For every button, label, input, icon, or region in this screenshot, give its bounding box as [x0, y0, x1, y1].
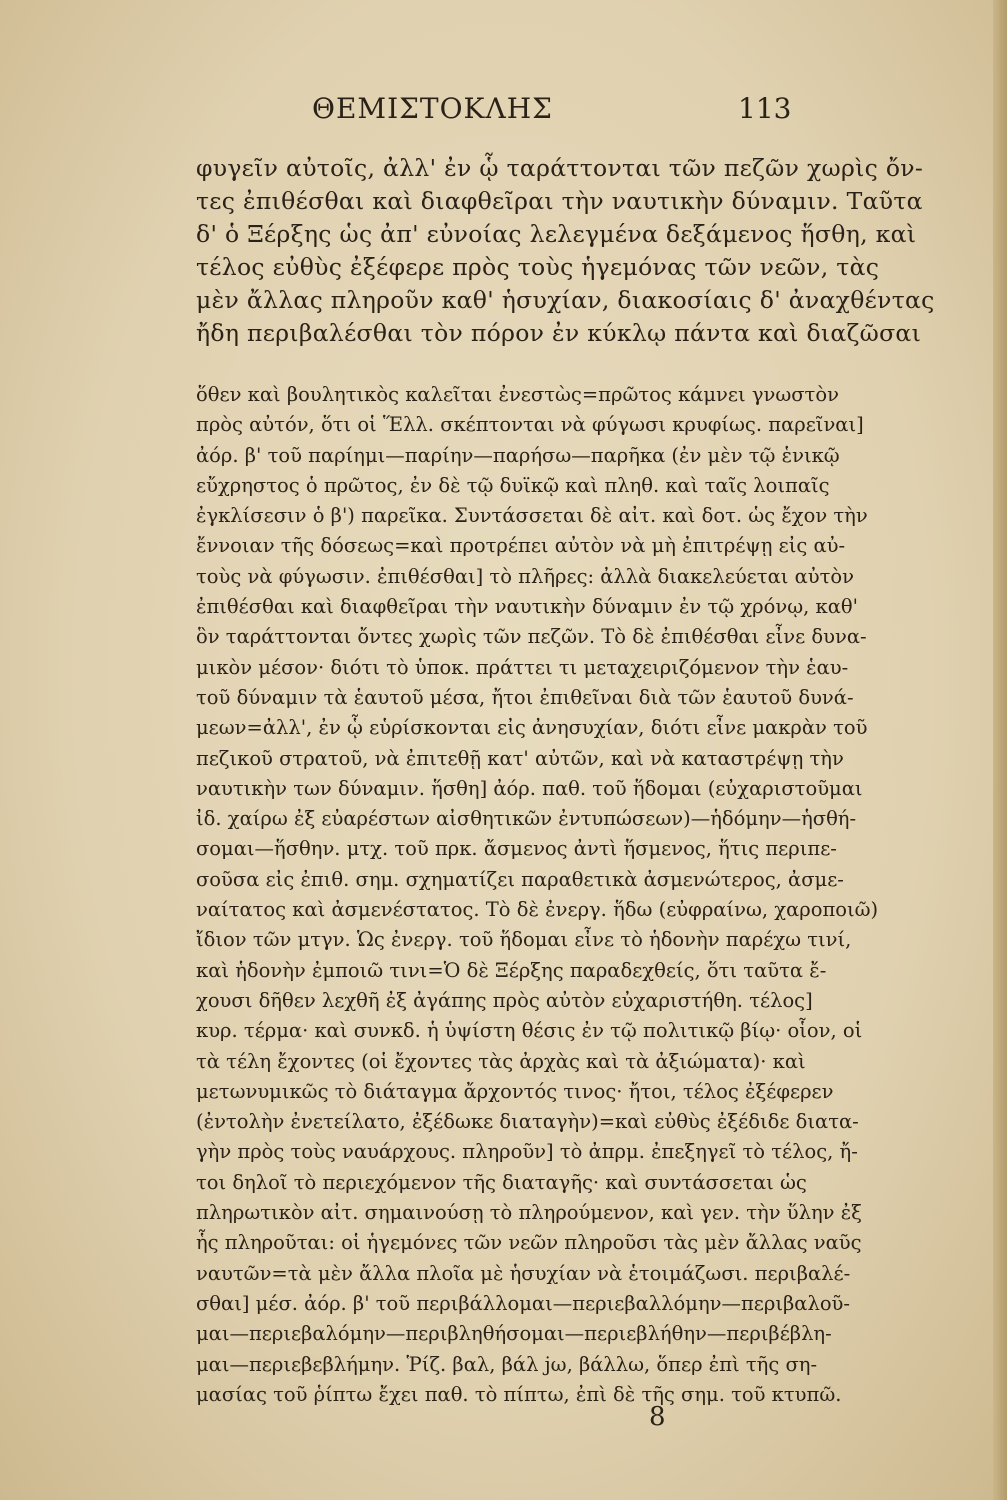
note-line: μικὸν μέσον· διότι τὸ ὑποκ. πράττει τι μεταχειριζόμενον τὴν ἑαυ- — [196, 655, 849, 679]
note-line: τοι δηλοῖ τὸ περιεχόμενον τῆς διαταγῆς· καὶ συντάσσεται ὡς — [196, 1170, 807, 1194]
running-title: ΘΕΜΙΣΤΟΚΛΗΣ — [312, 92, 553, 125]
page-edge — [993, 0, 1007, 1500]
note-line: ναίτατος καὶ ἀσμενέστατος. Τὸ δὲ ἐνεργ. ἥδω (εὐφραίνω, χαροποιῶ) — [196, 898, 879, 922]
note-line: πρὸς αὐτόν, ὅτι οἱ Ἕλλ. σκέπτονται νὰ φύγωσι κρυφίως. παρεῖναι] — [196, 413, 864, 437]
note-line: πεζικοῦ στρατοῦ, νὰ ἐπιτεθῇ κατ' αὐτῶν, καὶ νὰ καταστρέψῃ τὴν — [196, 746, 844, 770]
note-line: ἔννοιαν τῆς δόσεως=καὶ προτρέπει αὐτὸν νὰ μὴ ἐπιτρέψῃ εἰς αὐ- — [196, 534, 846, 558]
page-header — [200, 92, 800, 132]
note-line: σοῦσα εἰς ἐπιθ. σημ. σχηματίζει παραθετικὰ ἀσμενώτερος, ἀσμε- — [196, 867, 844, 891]
note-line: ἐπιθέσθαι καὶ διαφθεῖραι τὴν ναυτικὴν δύναμιν ἐν τῷ χρόνῳ, καθ' — [196, 595, 858, 619]
note-line: πληρωτικὸν αἰτ. σημαινούσῃ τὸ πληρούμενον, καὶ γεν. τὴν ὕλην ἐξ — [196, 1201, 862, 1225]
note-line: σομαι—ἥσθην. μτχ. τοῦ πρκ. ἄσμενος ἀντὶ ἥσμενος, ἥτις περιπε- — [196, 837, 837, 861]
note-line: ἐγκλίσεσιν ὁ β') παρεῖκα. Συντάσσεται δὲ αἰτ. καὶ δοτ. ὡς ἔχον τὴν — [196, 504, 868, 528]
note-line: ἰδ. χαίρω ἐξ εὐαρέστων αἰσθητικῶν ἐντυπώσεων)—ἡδόμην—ἡσθή- — [196, 807, 857, 831]
note-line: ἴδιον τῶν μτγν. Ὡς ἐνεργ. τοῦ ἥδομαι εἶνε τὸ ἡδονὴν παρέχω τινί, — [196, 928, 852, 952]
note-line: μαι—περιεβεβλήμην. Ῥίζ. βαλ, βάλ jω, βάλλω, ὅπερ ἐπὶ τῆς ση- — [196, 1352, 818, 1376]
note-line: μασίας τοῦ ῥίπτω ἔχει παθ. τὸ πίπτω, ἐπὶ δὲ τῆς σημ. τοῦ κτυπῶ. — [196, 1382, 842, 1406]
note-line: εὔχρηστος ὁ πρῶτος, ἐν δὲ τῷ δυϊκῷ καὶ πληθ. καὶ ταῖς λοιπαῖς — [196, 473, 830, 497]
main-text — [196, 152, 935, 350]
note-line: (ἐντολὴν ἐνετείλατο, ἐξέδωκε διαταγὴν)=καὶ εὐθὺς ἐξέδιδε διατα- — [196, 1110, 859, 1134]
note-line: τοὺς νὰ φύγωσιν. ἐπιθέσθαι] τὸ πλῆρες: ἀλλὰ διακελεύεται αὐτὸν — [196, 564, 854, 588]
commentary-notes — [196, 380, 879, 1410]
note-line: μαι—περιεβαλόμην—περιβληθήσομαι—περιεβλήθην—περιβέβλη- — [196, 1322, 832, 1346]
note-line: ἀόρ. β' τοῦ παρίημι—παρίην—παρήσω—παρῆκα (ἐν μὲν τῷ ἑνικῷ — [196, 443, 840, 467]
main-text-line: δ' ὁ Ξέρξης ὡς ἀπ' εὐνοίας λελεγμένα δεξάμενος ἥσθη, καὶ — [196, 220, 917, 248]
note-line: καὶ ἡδονὴν ἐμποιῶ τινι=Ὁ δὲ Ξέρξης παραδεχθείς, ὅτι ταῦτα ἔ- — [196, 958, 827, 982]
note-line: τὰ τέλη ἔχοντες (οἱ ἔχοντες τὰς ἀρχὰς καὶ τὰ ἀξιώματα)· καὶ — [196, 1049, 806, 1073]
main-text-line: μὲν ἄλλας πληροῦν καθ' ἡσυχίαν, διακοσίαις δ' ἀναχθέντας — [196, 286, 935, 314]
page-number: 113 — [738, 92, 792, 125]
note-line: μετωνυμικῶς τὸ διάταγμα ἄρχοντός τινος· ἤτοι, τέλος ἐξέφερεν — [196, 1079, 834, 1103]
note-line: ναυτῶν=τὰ μὲν ἄλλα πλοῖα μὲ ἡσυχίαν νὰ ἑτοιμάζωσι. περιβαλέ- — [196, 1261, 851, 1285]
note-line: τοῦ δύναμιν τὰ ἑαυτοῦ μέσα, ἤτοι ἐπιθεῖναι διὰ τῶν ἑαυτοῦ δυνά- — [196, 685, 854, 709]
note-line: ὃν ταράττονται ὄντες χωρὶς τῶν πεζῶν. Τὸ δὲ ἐπιθέσθαι εἶνε δυνα- — [196, 625, 867, 649]
note-line: γὴν πρὸς τοὺς ναυάρχους. πληροῦν] τὸ ἀπρμ. ἐπεξηγεῖ τὸ τέλος, ἤ- — [196, 1140, 858, 1164]
main-text-line: ἤδη περιβαλέσθαι τὸν πόρον ἐν κύκλῳ πάντα καὶ διαζῶσαι — [196, 319, 922, 347]
main-text-line: τέλος εὐθὺς ἐξέφερε πρὸς τοὺς ἡγεμόνας τῶν νεῶν, τὰς — [196, 253, 880, 281]
main-text-line: φυγεῖν αὐτοῖς, ἀλλ' ἐν ᾧ ταράττονται τῶν πεζῶν χωρὶς ὄν- — [196, 154, 924, 182]
note-line: κυρ. τέρμα· καὶ συνκδ. ἡ ὑψίστη θέσις ἐν τῷ πολιτικῷ βίῳ· οἷον, οἱ — [196, 1019, 863, 1043]
note-line: ναυτικὴν των δύναμιν. ἥσθη] ἀόρ. παθ. τοῦ ἥδομαι (εὐχαριστοῦμαι — [196, 776, 863, 800]
note-line: ἧς πληροῦται: οἱ ἡγεμόνες τῶν νεῶν πληροῦσι τὰς μὲν ἄλλας ναῦς — [196, 1231, 862, 1255]
main-text-line: τες ἐπιθέσθαι καὶ διαφθεῖραι τὴν ναυτικὴν δύναμιν. Ταῦτα — [196, 187, 923, 215]
note-line: μεων=ἀλλ', ἐν ᾧ εὑρίσκονται εἰς ἀνησυχίαν, διότι εἶνε μακρὰν τοῦ — [196, 716, 868, 740]
note-line: σθαι] μέσ. ἀόρ. β' τοῦ περιβάλλομαι—περιεβαλλόμην—περιβαλοῦ- — [196, 1291, 851, 1315]
signature-mark: 8 — [649, 1402, 666, 1432]
note-line: χουσι δῆθεν λεχθῆ ἐξ ἀγάπης πρὸς αὐτὸν εὐχαριστήθη. τέλος] — [196, 988, 813, 1012]
note-line: ὅθεν καὶ βουλητικὸς καλεῖται ἐνεστὼς=πρῶτος κάμνει γνωστὸν — [196, 383, 839, 406]
